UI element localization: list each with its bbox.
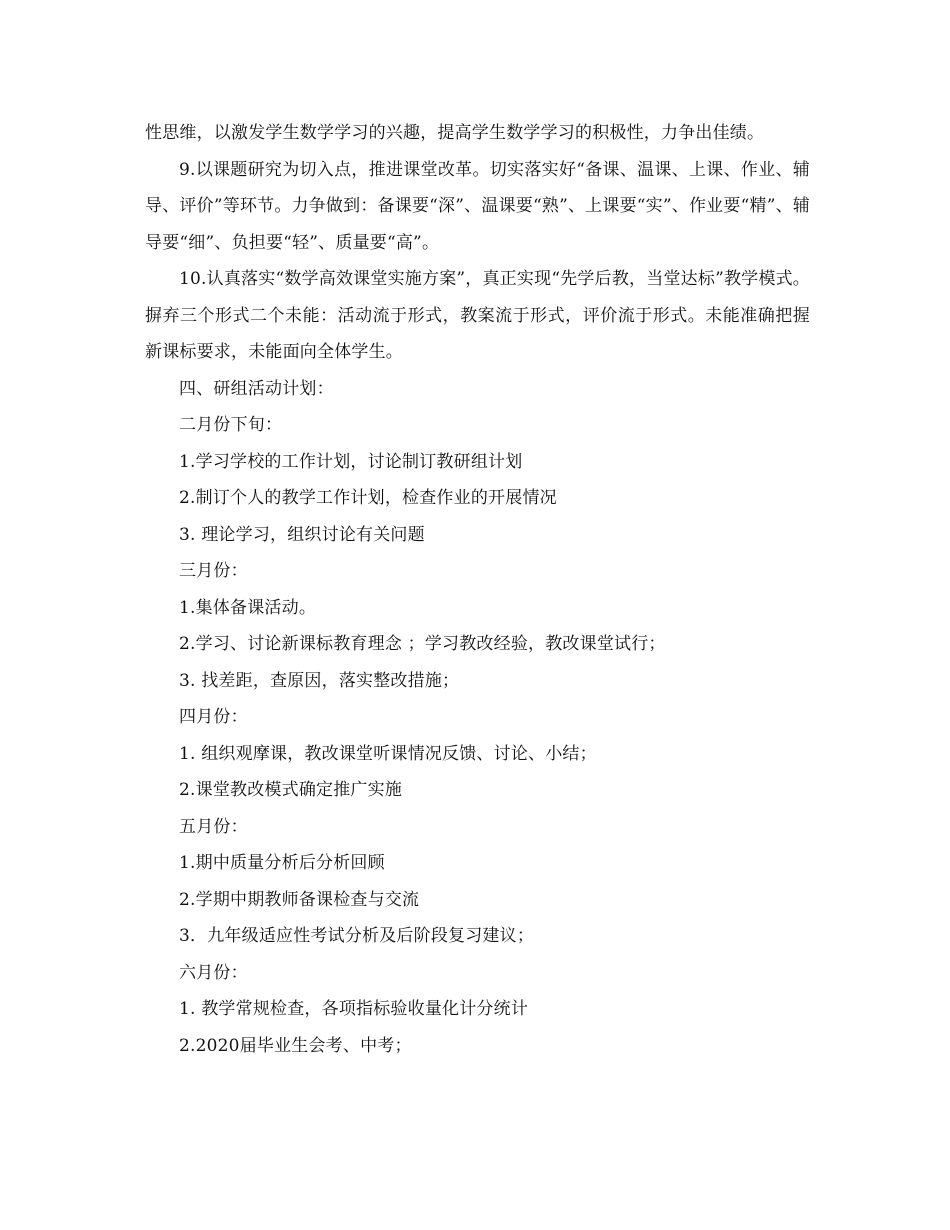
month-heading-jun: 六月份： [179, 962, 248, 983]
list-item: 2.课堂教改模式确定推广实施 [179, 780, 403, 800]
list-item: 3．九年级适应性考试分析及后阶段复习建议； [179, 926, 535, 946]
paragraph-2: 10.认真落实“数学高效课堂实施方案”，真正实现“先学后教，当堂达标”教学模式。摒弃三个形式二个未能：活动流于形式，教案流于形式，评价流于形式。未能准确把握新课标要求，未能面向全体学生。 [145, 269, 810, 362]
month-heading-may: 五月份： [179, 816, 248, 837]
list-item: 3. 找差距，查原因，落实整改措施； [179, 670, 460, 691]
month-heading-feb: 二月份下旬： [179, 415, 283, 435]
paragraph-1: 9.以课题研究为切入点，推进课堂改革。切实落实好“备课、温课、上课、作业、辅导、评价”等环节。力争做到：备课要“深”、温课要“熟”、上课要“实”、作业要“精”、辅导要“细”、负担要“轻”、质量要“高”。 [145, 159, 810, 253]
list-item: 1.集体备课活动。 [179, 597, 317, 618]
list-item: 1. 组织观摩课，教改课堂听课情况反馈、讨论、小结； [179, 743, 597, 764]
section-heading: 四、研组活动计划： [179, 378, 334, 399]
list-item: 1. 教学常规检查，各项指标验收量化计分统计 [179, 999, 529, 1019]
list-item: 3. 理论学习，组织讨论有关问题 [179, 524, 425, 545]
list-item: 2.制订个人的教学工作计划，检查作业的开展情况 [179, 488, 557, 508]
document-body [145, 115, 810, 1064]
list-item: 1.学习学校的工作计划，讨论制订教研组计划 [179, 451, 523, 472]
list-item: 2.学期中期教师备课检查与交流 [179, 889, 420, 910]
month-heading-apr: 四月份： [179, 707, 248, 727]
list-item: 2.2020届毕业生会考、中考； [179, 1035, 412, 1056]
list-item: 2.学习、讨论新课标教育理念 ；学习教改经验，教改课堂试行； [179, 634, 666, 654]
list-item: 1.期中质量分析后分析回顾 [179, 853, 385, 873]
paragraph-0: 性思维，以激发学生数学学习的兴趣，提高学生数学学习的积极性，力争出佳绩。 [145, 123, 765, 143]
month-heading-mar: 三月份： [179, 561, 248, 581]
